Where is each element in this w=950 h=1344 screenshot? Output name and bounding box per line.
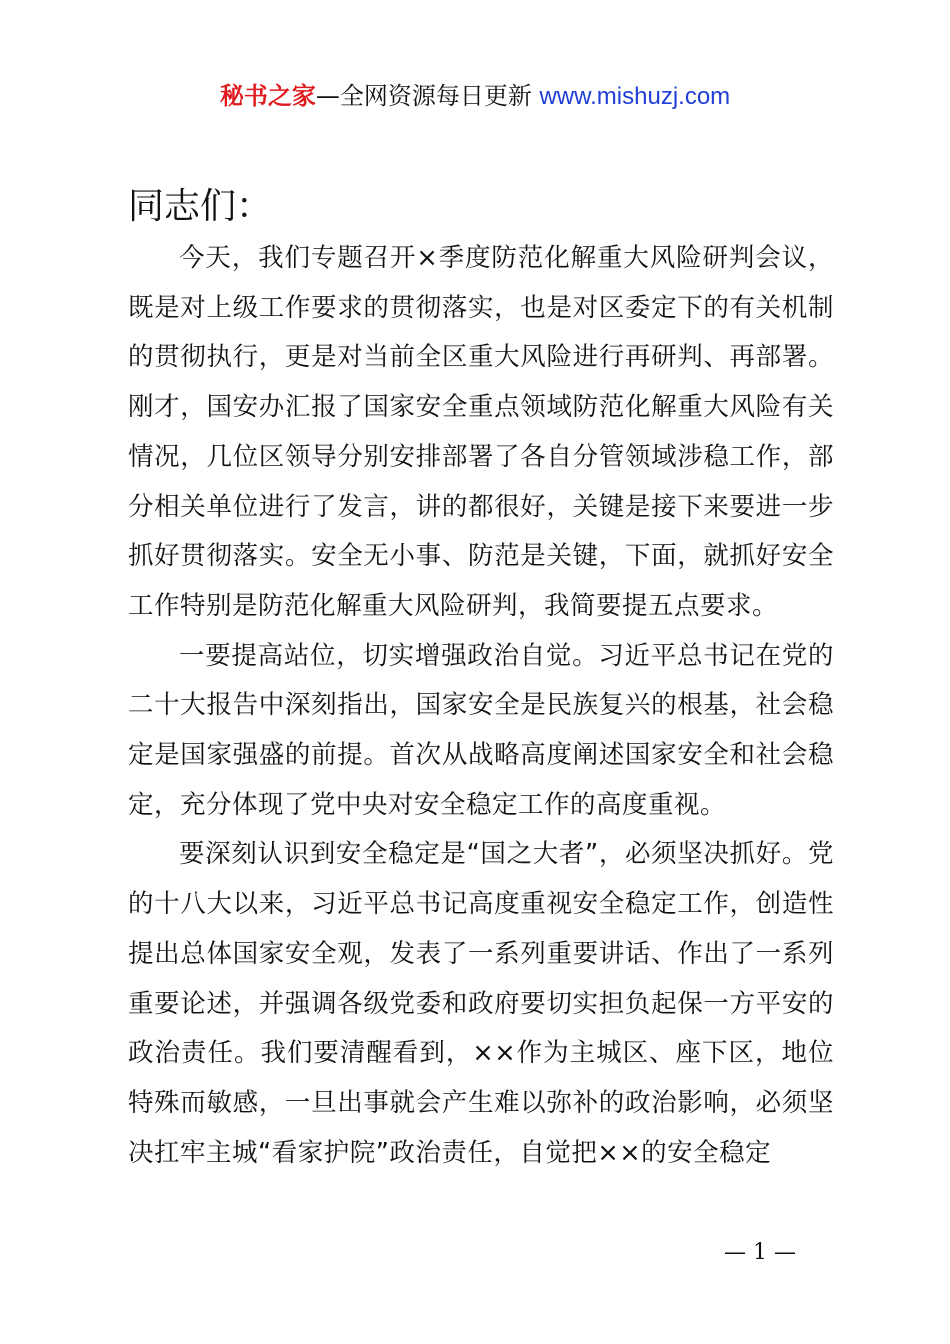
paragraph-2: 一要提高站位，切实增强政治自觉。习近平总书记在党的二十大报告中深刻指出，国家安全是民族复兴的根基，社会稳定是国家强盛的前提。首次从战略高度阐述国家安全和社会稳定，充分体现了党中央对安全稳定工作的高度重视。 [128, 640, 834, 820]
paragraph-1: 今天，我们专题召开×季度防范化解重大风险研判会议，既是对上级工作要求的贯彻落实，也是对区委定下的有关机制的贯彻执行，更是对当前全区重大风险进行再研判、再部署。刚才，国安办汇报了国家安全重点领域防范化解重大风险有关情况，几位区领导分别安排部署了各自分管领域涉稳工作，部分相关单位进行了发言，讲的都很好，关键是接下来要进一步抓好贯彻落实。安全无小事、防范是关键，下面，就抓好安全工作特别是防范化解重大风险研判，我简要提五点要求。 [128, 243, 834, 621]
site-header [0, 80, 950, 113]
site-url-link[interactable]: www.mishuzj.com [539, 83, 731, 110]
brand-name: 秘书之家 [219, 82, 316, 110]
document-body [128, 180, 834, 1178]
salutation: 同志们： [128, 186, 273, 227]
paragraph-3: 要深刻认识到安全稳定是“国之大者”，必须坚决抓好。党的十八大以来，习近平总书记高度重视安全稳定工作，创造性提出总体国家安全观，发表了一系列重要讲话、作出了一系列重要论述，并强调各级党委和政府要切实担负起保一方平安的政治责任。我们要清醒看到，××作为主城区、座下区，地位特殊而敏感，一旦出事就会产生难以弥补的政治影响，必须坚决扛牢主城“看家护院”政治责任，自觉把××的安全稳定 [128, 839, 834, 1168]
header-tagline: —全网资源每日更新 [315, 82, 532, 110]
page-number: — 1 — [724, 1240, 796, 1265]
